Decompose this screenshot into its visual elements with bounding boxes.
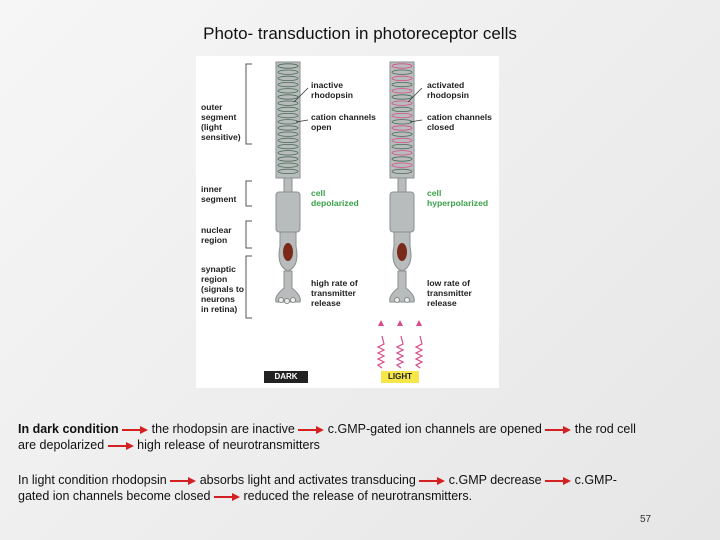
label-synaptic-region: synaptic region (signals to neurons in retina) [201, 264, 244, 314]
red-arrow-icon [170, 477, 196, 485]
dark-rod-cell [276, 62, 301, 304]
label-cell-hyperpolarized: cell hyperpolarized [427, 188, 489, 208]
rod-cells-illustration [196, 56, 499, 388]
light-badge: LIGHT [381, 371, 419, 383]
dark-badge: DARK [264, 371, 308, 383]
dark-condition-text [18, 421, 708, 453]
photoreceptor-figure [196, 56, 499, 388]
label-nuclear-region: nuclear region [201, 225, 232, 245]
label-low-release: low rate of transmitter release [427, 278, 472, 308]
label-high-release: high rate of transmitter release [311, 278, 358, 308]
light-text-3: c.GMP decrease [448, 473, 542, 487]
label-channels-closed: cation channels closed [427, 112, 492, 132]
light-text-2: absorbs light and activates transducing [199, 473, 416, 487]
label-outer-segment: outer segment (light sensitive) [201, 102, 241, 142]
dark-text-4: the rod cell [574, 422, 636, 436]
red-arrow-icon [419, 477, 445, 485]
red-arrow-icon [108, 442, 134, 450]
light-rod-cell [390, 62, 415, 303]
dark-text-1: In dark condition [18, 422, 119, 436]
label-inactive-rhodopsin: inactive rhodopsin [311, 80, 354, 100]
page-title: Photo- transduction in photoreceptor cells [203, 24, 517, 43]
red-arrow-icon [545, 477, 571, 485]
red-arrow-icon [545, 426, 571, 434]
light-text-5: gated ion channels become closed [18, 489, 211, 503]
red-arrow-icon [214, 493, 240, 501]
dark-text-3: c.GMP-gated ion channels are opened [327, 422, 542, 436]
red-arrow-icon [122, 426, 148, 434]
light-condition-text [18, 472, 708, 504]
label-cell-depolarized: cell depolarized [311, 188, 359, 208]
dark-text-5: are depolarized [18, 438, 105, 452]
label-activated-rhodopsin: activated rhodopsin [427, 80, 470, 100]
dark-text-6: high release of neurotransmitters [137, 438, 320, 452]
label-channels-open: cation channels open [311, 112, 376, 132]
red-arrow-icon [298, 426, 324, 434]
light-waves-icon [378, 336, 422, 368]
page-number: 57 [640, 514, 652, 525]
label-inner-segment: inner segment [201, 184, 237, 204]
light-text-4: c.GMP- [574, 473, 617, 487]
dark-text-2: the rhodopsin are inactive [151, 422, 295, 436]
light-text-6: reduced the release of neurotransmitters. [243, 489, 473, 503]
light-text-1: In light condition rhodopsin [18, 473, 167, 487]
